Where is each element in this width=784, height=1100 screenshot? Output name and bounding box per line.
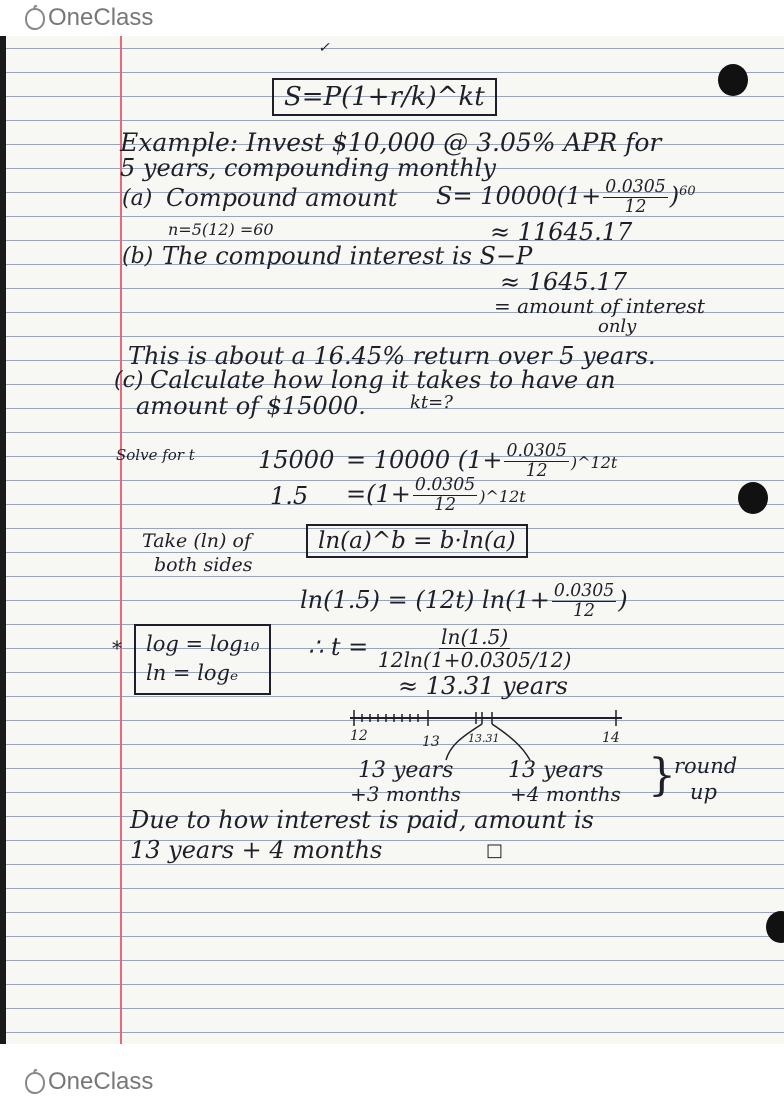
oneclass-logo-icon xyxy=(24,1069,46,1095)
eq3-fraction xyxy=(552,582,616,621)
ln-power-rule: ln(a)^b = b·ln(a) xyxy=(306,524,528,558)
part-a-frac-num: 0.0305 xyxy=(605,177,666,197)
take-ln-line-1: Take (ln) of xyxy=(142,530,251,552)
option-2-line-2: +4 months xyxy=(510,782,621,806)
oneclass-logo-top xyxy=(24,0,153,36)
brand-name: OneClass xyxy=(48,4,154,31)
eq2-fraction xyxy=(413,476,477,515)
option-1-line-1: 13 years xyxy=(358,758,454,783)
part-b-note-1: = amount of interest xyxy=(494,294,705,318)
option-1-line-2: +3 months xyxy=(350,782,461,806)
part-c-label: (c) xyxy=(114,368,144,393)
part-c-kt: kt=? xyxy=(410,392,453,413)
part-a-exponent: 60 xyxy=(679,184,696,199)
eq2-left: 1.5 xyxy=(270,482,309,510)
round-up-line-2: up xyxy=(690,780,717,804)
part-a-eq-end: ) xyxy=(669,182,680,210)
oneclass-logo-icon xyxy=(24,5,46,31)
part-c-line-1: Calculate how long it takes to have an xyxy=(150,366,616,394)
brand-name: OneClass xyxy=(48,1068,154,1095)
part-b-label: (b) xyxy=(122,244,154,269)
eq2-right-text: =(1+ xyxy=(346,480,411,508)
part-a-frac-den: 12 xyxy=(624,197,647,217)
n-calculation: n=5(12) =60 xyxy=(168,220,274,239)
binder-hole-3 xyxy=(766,911,784,943)
part-b-value: ≈ 1645.17 xyxy=(500,268,627,296)
conclusion-line-2: 13 years + 4 months xyxy=(130,836,383,864)
part-b-note-2: only xyxy=(598,316,637,337)
eq1-left: 15000 xyxy=(258,446,335,474)
binder-hole-2 xyxy=(738,482,768,514)
return-note: This is about a 16.45% return over 5 years. xyxy=(128,342,656,370)
log-definition-box xyxy=(134,624,271,695)
eq3 xyxy=(300,582,628,621)
eq2-right xyxy=(346,476,526,515)
eq3-text: ln(1.5) = (12t) ln(1+ xyxy=(300,586,550,614)
part-a-text: Compound amount xyxy=(166,184,398,212)
compound-interest-formula: S=P(1+r/k)^kt xyxy=(272,78,497,116)
conclusion-line-1: Due to how interest is paid, amount is xyxy=(130,806,594,834)
oneclass-logo-bottom xyxy=(24,1064,153,1100)
tick-label-13-31: 13.31 xyxy=(468,732,500,745)
eq4-fraction xyxy=(378,626,571,671)
eq1-right-text: = 10000 (1+ xyxy=(346,446,503,474)
binder-hole-1 xyxy=(718,64,748,96)
log-box-line-2: ln = logₑ xyxy=(146,661,239,686)
eq1-frac-num: 0.0305 xyxy=(506,441,567,461)
curly-brace: } xyxy=(648,750,676,801)
eq3-end: ) xyxy=(618,586,628,614)
checkmark: ✓ xyxy=(318,40,330,56)
eq4-den: 12ln(1+0.0305/12) xyxy=(377,648,572,673)
example-line-2: 5 years, compounding monthly xyxy=(120,154,496,182)
eq3-frac-den: 12 xyxy=(573,601,596,621)
eq5-result: ≈ 13.31 years xyxy=(398,672,568,700)
part-a-fraction xyxy=(603,178,667,217)
eq4-start: ∴ t = xyxy=(308,633,369,662)
round-up-line-1: round xyxy=(674,754,738,778)
eq4-num: ln(1.5) xyxy=(441,625,509,649)
page-edge xyxy=(0,36,6,1044)
tick-label-12: 12 xyxy=(350,728,368,744)
example-line-1: Example: Invest $10,000 @ 3.05% APR for xyxy=(120,128,662,157)
eq2-exp: )^12t xyxy=(479,487,526,506)
eq2-frac-num: 0.0305 xyxy=(414,475,476,495)
option-2-line-1: 13 years xyxy=(508,758,604,783)
take-ln-line-2: both sides xyxy=(154,554,253,576)
end-of-proof-mark: □ xyxy=(486,840,504,861)
tick-label-13: 13 xyxy=(422,734,440,750)
part-c-line-2: amount of $15000. xyxy=(136,392,366,420)
eq4 xyxy=(308,626,573,671)
part-a-label: (a) xyxy=(122,186,153,211)
part-a-eq-start: S= 10000(1+ xyxy=(436,182,602,210)
star-mark: * xyxy=(112,636,122,660)
eq1-exp: )^12t xyxy=(570,453,618,472)
part-a-result: ≈ 11645.17 xyxy=(490,218,633,246)
solve-for-label: Solve for t xyxy=(116,446,195,464)
eq2-frac-den: 12 xyxy=(434,495,457,515)
part-a-equation xyxy=(436,178,696,217)
eq3-frac-num: 0.0305 xyxy=(553,581,615,601)
notebook-page xyxy=(0,36,784,1044)
log-box-line-1: log = log₁₀ xyxy=(146,632,260,656)
eq1-frac-den: 12 xyxy=(525,461,548,481)
tick-label-14: 14 xyxy=(602,730,620,746)
part-b-text: The compound interest is S−P xyxy=(162,242,533,270)
